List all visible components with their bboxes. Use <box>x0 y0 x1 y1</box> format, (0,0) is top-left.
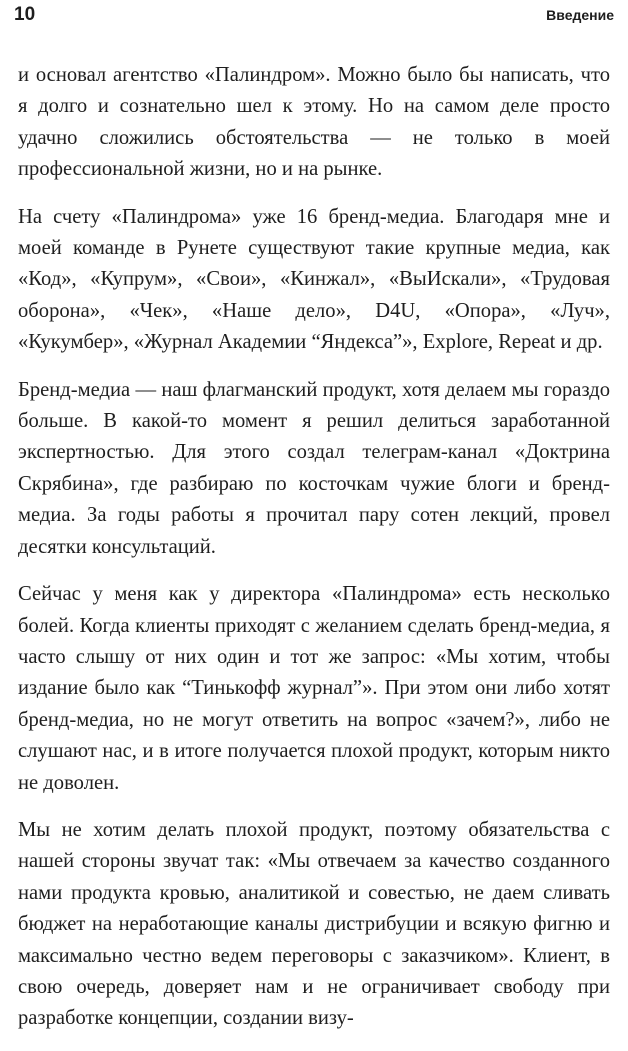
paragraph: и основал агентство «Палиндром». Можно было бы написать, что я долго и сознательно шел к этому. Но на самом деле просто удачно сложились обстоятельства — не только в моей профессиональной жизни, но и на рынке. <box>18 64 610 181</box>
running-title: Введение <box>546 7 614 23</box>
paragraph: На счету «Палиндрома» уже 16 бренд-медиа. Благодаря мне и моей команде в Рунете существуют такие крупные медиа, как «Код», «Купрум», «Свои», «Кинжал», «ВыИскали», «Трудовая оборона», «Чек», «Наше дело», D4U, «Опора», «Луч», «Кукумбер», «Журнал Академии “Яндекса”», Explore, Repeat и др. <box>18 205 610 354</box>
page-header <box>14 4 614 26</box>
page-number: 10 <box>14 4 36 25</box>
paragraph: Бренд-медиа — наш флагманский продукт, хотя делаем мы гораздо больше. В какой-то момент я решил делиться заработанной экспертностью. Для этого создал телеграм-канал «Доктрина Скрябина», где разбираю по косточкам чужие блоги и бренд-медиа. За годы работы я прочитал пару сотен лекций, провел десятки консультаций. <box>18 378 610 558</box>
paragraph: Мы не хотим делать плохой продукт, поэтому обязательства с нашей стороны звучат так: «Мы отвечаем за качество созданного нами продукта кровью, аналитикой и совестью, не даем сливать бюджет на неработающие каналы дистрибуции и всякую фигню и максимально честно ведем переговоры с заказчиком». Клиент, в свою очередь, доверяет нам и не ограничивает свободу при разработке концепции, создании визу- <box>18 818 610 1030</box>
paragraph: Сейчас у меня как у директора «Палиндрома» есть несколько болей. Когда клиенты приходят с желанием сделать бренд-медиа, я часто слышу от них один и тот же запрос: «Мы хотим, чтобы издание было как “Тинькофф журнал”». При этом они либо хотят бренд-медиа, но не могут ответить на вопрос «зачем?», либо не слушают нас, и в итоге получается плохой продукт, которым никто не доволен. <box>18 583 610 794</box>
page-body <box>18 60 610 1051</box>
